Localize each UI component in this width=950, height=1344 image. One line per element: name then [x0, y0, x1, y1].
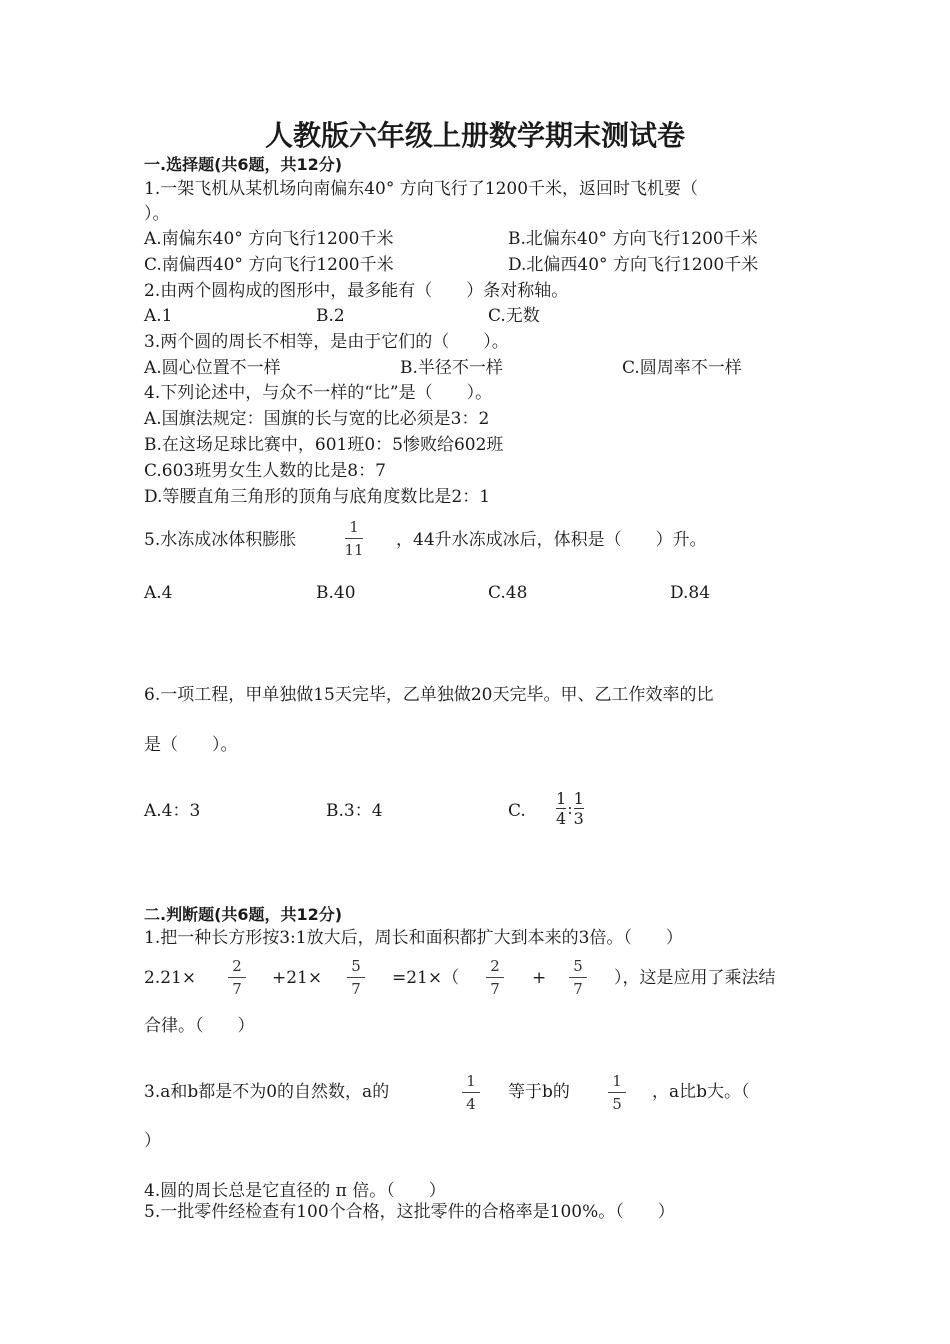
q3-option-c[interactable]: C.圆周率不一样 — [622, 358, 742, 378]
q5-option-b[interactable]: B.40 — [316, 583, 356, 603]
q5-stem-pre: 5.水冻成冰体积膨胀 — [144, 530, 297, 550]
q2-option-a[interactable]: A.1 — [144, 306, 173, 326]
fraction-bar — [228, 977, 246, 978]
q1-option-c[interactable]: C.南偏西40° 方向飞行1200千米 — [144, 255, 394, 275]
numerator: 2 — [490, 957, 500, 975]
ratio-denominator-2: 3 — [573, 809, 584, 828]
q5-fraction-denominator: 11 — [344, 541, 364, 559]
numerator: 2 — [232, 957, 242, 975]
q4-option-b[interactable]: B.在这场足球比赛中，601班0：5惨败给602班 — [144, 435, 504, 455]
q5-fraction-numerator: 1 — [349, 518, 359, 536]
q5-option-c[interactable]: C.48 — [488, 583, 528, 603]
q6-stem-line2: 是（ ）。 — [144, 735, 238, 755]
judge-q3-line2: ） — [144, 1131, 161, 1151]
q5-fraction — [341, 518, 367, 559]
judge-q2-part4: + — [532, 968, 547, 988]
judge-q2-part1: 2.21× — [144, 968, 197, 988]
q5-option-a[interactable]: A.4 — [144, 583, 173, 603]
q1-option-a[interactable]: A.南偏东40° 方向飞行1200千米 — [144, 229, 394, 249]
judge-q4: 4.圆的周长总是它直径的 π 倍。（ ） — [144, 1181, 446, 1201]
fraction-bar — [462, 1092, 480, 1093]
q2-option-b[interactable]: B.2 — [316, 306, 345, 326]
q2-option-c[interactable]: C.无数 — [488, 306, 540, 326]
section2-heading: 二.判断题(共6题，共12分) — [144, 905, 343, 924]
fraction-bar — [486, 977, 504, 978]
denominator: 7 — [490, 980, 500, 998]
ratio-numerator-2: 1 — [573, 789, 584, 808]
fraction-bar — [345, 538, 363, 539]
q2-stem: 2.由两个圆构成的图形中，最多能有（ ）条对称轴。 — [144, 281, 569, 301]
judge-q2-fraction-3 — [482, 957, 508, 998]
judge-q2-part3: =21×（ — [392, 968, 460, 988]
denominator: 4 — [466, 1095, 476, 1113]
ratio-denominator-1: 4 — [556, 809, 567, 828]
fraction-bar — [347, 977, 365, 978]
judge-q3-part2: 等于b的 — [508, 1082, 570, 1102]
q3-option-a[interactable]: A.圆心位置不一样 — [144, 358, 281, 378]
judge-q5: 5.一批零件经检查有100个合格，这批零件的合格率是100%。（ ） — [144, 1202, 675, 1222]
fraction-bar — [569, 977, 587, 978]
q1-option-d[interactable]: D.北偏西40° 方向飞行1200千米 — [508, 255, 759, 275]
ratio-numerator-1: 1 — [556, 789, 567, 808]
ratio-separator: : — [567, 799, 573, 818]
denominator: 5 — [612, 1095, 622, 1113]
judge-q1: 1.把一种长方形按3:1放大后，周长和面积都扩大到本来的3倍。（ ） — [144, 928, 683, 948]
q1-stem-line2: ）。 — [144, 204, 170, 224]
q5-stem-post: ，44升水冻成冰后，体积是（ ）升。 — [396, 530, 707, 550]
page-title: 人教版六年级上册数学期末测试卷 — [264, 119, 685, 152]
judge-q2-fraction-1 — [224, 957, 250, 998]
judge-q3-fraction-1 — [458, 1072, 484, 1113]
q4-option-d[interactable]: D.等腰直角三角形的顶角与底角度数比是2：1 — [144, 487, 491, 507]
numerator: 5 — [351, 957, 361, 975]
q6-option-c[interactable]: C. — [508, 801, 526, 821]
judge-q2-part5: ），这是应用了乘法结 — [614, 968, 776, 988]
fraction-bar — [608, 1092, 626, 1093]
q4-option-c[interactable]: C.603班男女生人数的比是8：7 — [144, 461, 386, 481]
judge-q2-fraction-4 — [565, 957, 591, 998]
judge-q2-part2: +21× — [272, 968, 323, 988]
q1-option-b[interactable]: B.北偏东40° 方向飞行1200千米 — [508, 229, 758, 249]
numerator: 1 — [612, 1072, 622, 1090]
q6-option-b[interactable]: B.3：4 — [326, 801, 383, 821]
denominator: 7 — [351, 980, 361, 998]
judge-q3-fraction-2 — [604, 1072, 630, 1113]
q1-stem-line1: 1.一架飞机从某机场向南偏东40° 方向飞行了1200千米，返回时飞机要（ — [144, 179, 699, 199]
q6-option-c-ratio — [556, 790, 584, 827]
judge-q3-part3: ，a比b大。（ — [652, 1082, 750, 1102]
q6-stem-line1: 6.一项工程，甲单独做15天完毕，乙单独做20天完毕。甲、乙工作效率的比 — [144, 685, 714, 705]
section1-heading: 一.选择题(共6题，共12分) — [144, 155, 343, 174]
q5-option-d[interactable]: D.84 — [670, 583, 711, 603]
q4-stem: 4.下列论述中，与众不一样的“比”是（ ）。 — [144, 383, 493, 403]
q3-stem: 3.两个圆的周长不相等，是由于它们的（ ）。 — [144, 332, 509, 352]
judge-q3-part1: 3.a和b都是不为0的自然数，a的 — [144, 1082, 390, 1102]
judge-q2-fraction-2 — [343, 957, 369, 998]
numerator: 5 — [573, 957, 583, 975]
q3-option-b[interactable]: B.半径不一样 — [400, 358, 503, 378]
q6-option-a[interactable]: A.4：3 — [144, 801, 201, 821]
denominator: 7 — [573, 980, 583, 998]
numerator: 1 — [466, 1072, 476, 1090]
q4-option-a[interactable]: A.国旗法规定：国旗的长与宽的比必须是3：2 — [144, 409, 490, 429]
denominator: 7 — [232, 980, 242, 998]
judge-q2-line2: 合律。（ ） — [144, 1016, 255, 1036]
